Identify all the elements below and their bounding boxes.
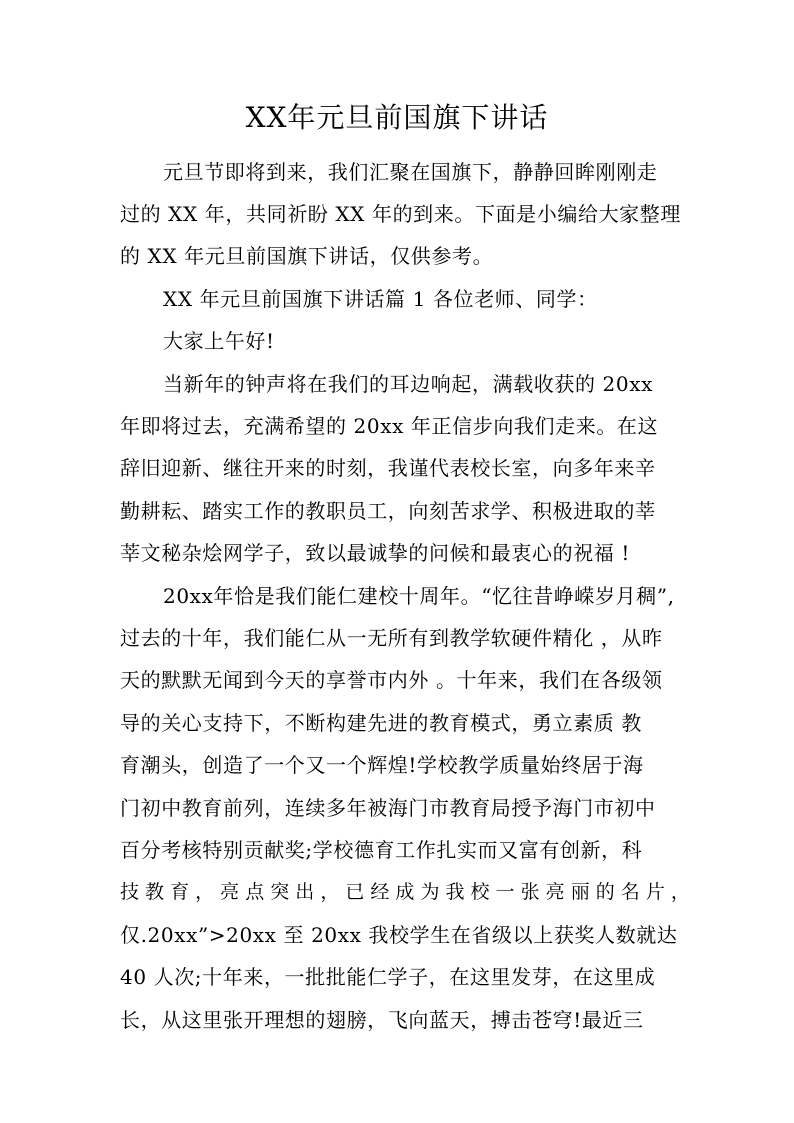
text-line: 大家上午好! (163, 329, 275, 353)
text-line: 莘文秘杂烩网学子，致以最诚挚的问候和最衷心的祝福 ! (120, 541, 630, 565)
document-title: XX年元旦前国旗下讲话 (245, 101, 549, 134)
text-line: 长，从这里张开理想的翅膀，飞向蓝天，搏击苍穹!最近三 (120, 1008, 644, 1032)
text-line: 百分考核特别贡献奖;学校德育工作扎实而又富有创新，科 (120, 838, 643, 862)
text-line: 当新年的钟声将在我们的耳边响起，满载收获的 20xx (163, 372, 653, 396)
text-line: 过去的十年，我们能仁从一无所有到教学软硬件精化 ，从昨 (120, 626, 663, 650)
text-line: 元旦节即将到来，我们汇聚在国旗下，静静回眸刚刚走 (163, 160, 658, 184)
text-line: 的 XX 年元旦前国旗下讲话，仅供参考。 (120, 244, 494, 268)
text-line: 天的默默无闻到今天的享誉市内外 。十年来，我们在各级领 (120, 668, 663, 692)
text-line: 导的关心支持下，不断构建先进的教育模式，勇立素质 教 (120, 711, 642, 735)
text-line: 技 教 育 ， 亮 点 突 出 ， 已 经 成 为 我 校 一 张 亮 丽 的 名 片 ， (120, 881, 690, 903)
text-line: 年即将过去，充满希望的 20xx 年正信步向我们走来。在这 (120, 414, 659, 438)
text-line: 仅.20xx”>20xx 至 20xx 我校学生在省级以上获奖人数就达 (120, 923, 678, 947)
text-line: 勤耕耘、踏实工作的教职员工，向刻苦求学、积极进取的莘 (120, 499, 656, 523)
text-line: 育潮头，创造了一个又一个辉煌!学校教学质量始终居于海 (120, 753, 644, 777)
text-line: 40 人次;十年来，一批批能仁学子，在这里发芽，在这里成 (120, 965, 656, 989)
text-line: 20xx年恰是我们能仁建校十周年。“忆往昔峥嵘岁月稠”, (163, 584, 675, 608)
text-line: XX 年元旦前国旗下讲话篇 1 各位老师、同学： (163, 287, 598, 311)
text-line: 门初中教育前列，连续多年被海门市教育局授予海门市初中 (120, 796, 656, 820)
text-line: 过的 XX 年，共同祈盼 XX 年的到来。下面是小编给大家整理 (120, 202, 681, 226)
text-line: 辞旧迎新、继往开来的时刻，我谨代表校长室，向多年来辛 (120, 456, 656, 480)
